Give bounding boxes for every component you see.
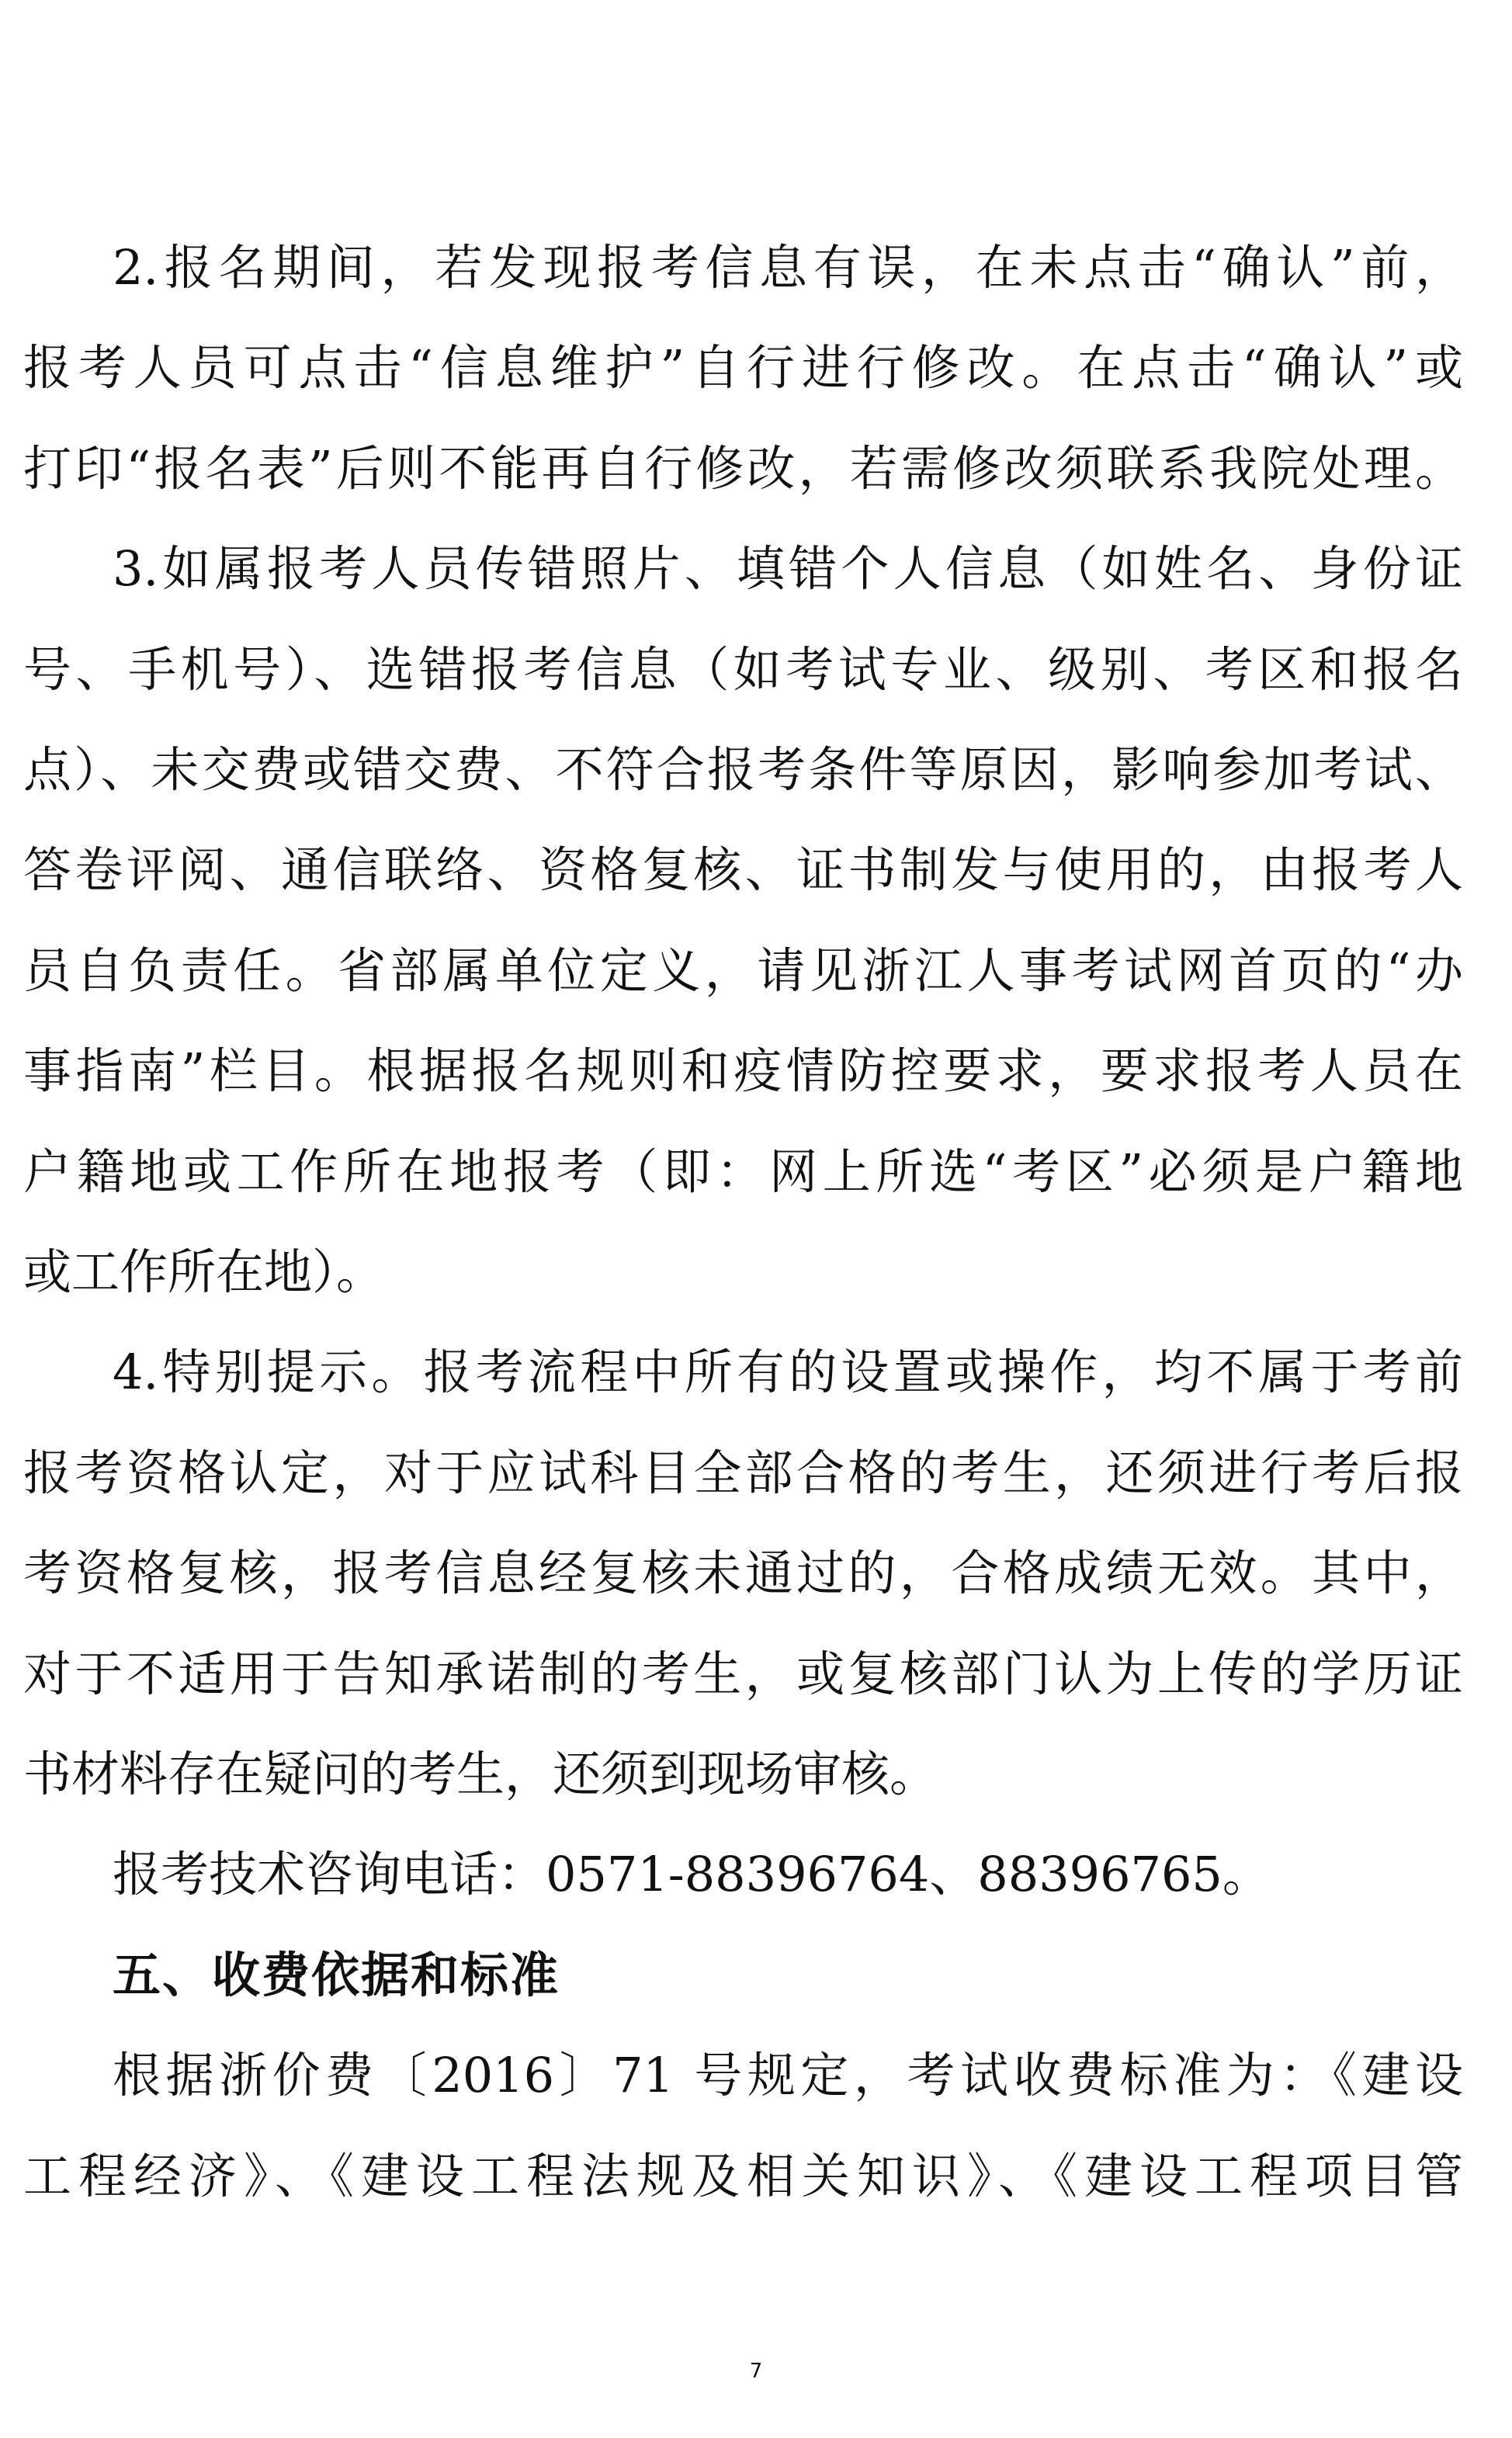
paragraph-2-line-3: 打印“报名表”后则不能再自行修改，若需修改须联系我院处理。 xyxy=(23,440,1463,497)
paragraph-3-line-2: 号、手机号）、选错报考信息（如考试专业、级别、考区和报名 xyxy=(23,641,1463,698)
consult-phone-line: 报考技术咨询电话：0571-88396764、88396765。 xyxy=(113,1846,1271,1902)
paragraph-3-line-5: 员自负责任。省部属单位定义，请见浙江人事考试网首页的“办 xyxy=(23,942,1463,999)
paragraph-2-line-2: 报考人员可点击“信息维护”自行进行修改。在点击“确认”或 xyxy=(23,339,1463,396)
paragraph-2-line-1: 2.报名期间，若发现报考信息有误，在未点击“确认”前， xyxy=(113,239,1463,296)
paragraph-3-line-6: 事指南”栏目。根据报名规则和疫情防控要求，要求报考人员在 xyxy=(23,1042,1463,1099)
paragraph-3-line-7: 户籍地或工作所在地报考（即：网上所选“考区”必须是户籍地 xyxy=(23,1143,1463,1200)
paragraph-4-line-1: 4.特别提示。报考流程中所有的设置或操作，均不属于考前 xyxy=(113,1344,1463,1400)
paragraph-4-line-4: 对于不适用于告知承诺制的考生，或复核部门认为上传的学历证 xyxy=(23,1646,1463,1702)
paragraph-4-line-5: 书材料存在疑问的考生，还须到现场审核。 xyxy=(23,1746,938,1802)
paragraph-3-line-3: 点）、未交费或错交费、不符合报考条件等原因，影响参加考试、 xyxy=(23,741,1463,798)
section-heading: 五、收费依据和标准 xyxy=(113,1947,560,2003)
paragraph-3-line-1: 3.如属报考人员传错照片、填错个人信息（如姓名、身份证 xyxy=(113,540,1463,597)
paragraph-3-line-4: 答卷评阅、通信联络、资格复核、证书制发与使用的，由报考人 xyxy=(23,841,1463,898)
fee-paragraph-line-1: 根据浙价费〔2016〕71 号规定，考试收费标准为：《建设 xyxy=(113,2047,1463,2103)
paragraph-3-line-8: 或工作所在地）。 xyxy=(23,1243,385,1300)
paragraph-4-line-3: 考资格复核，报考信息经复核未通过的，合格成绩无效。其中， xyxy=(23,1545,1463,1601)
page-number: 7 xyxy=(749,2360,763,2383)
fee-paragraph-line-2: 工程经济》、《建设工程法规及相关知识》、《建设工程项目管 xyxy=(23,2148,1463,2204)
paragraph-4-line-2: 报考资格认定，对于应试科目全部合格的考生，还须进行考后报 xyxy=(23,1444,1463,1501)
